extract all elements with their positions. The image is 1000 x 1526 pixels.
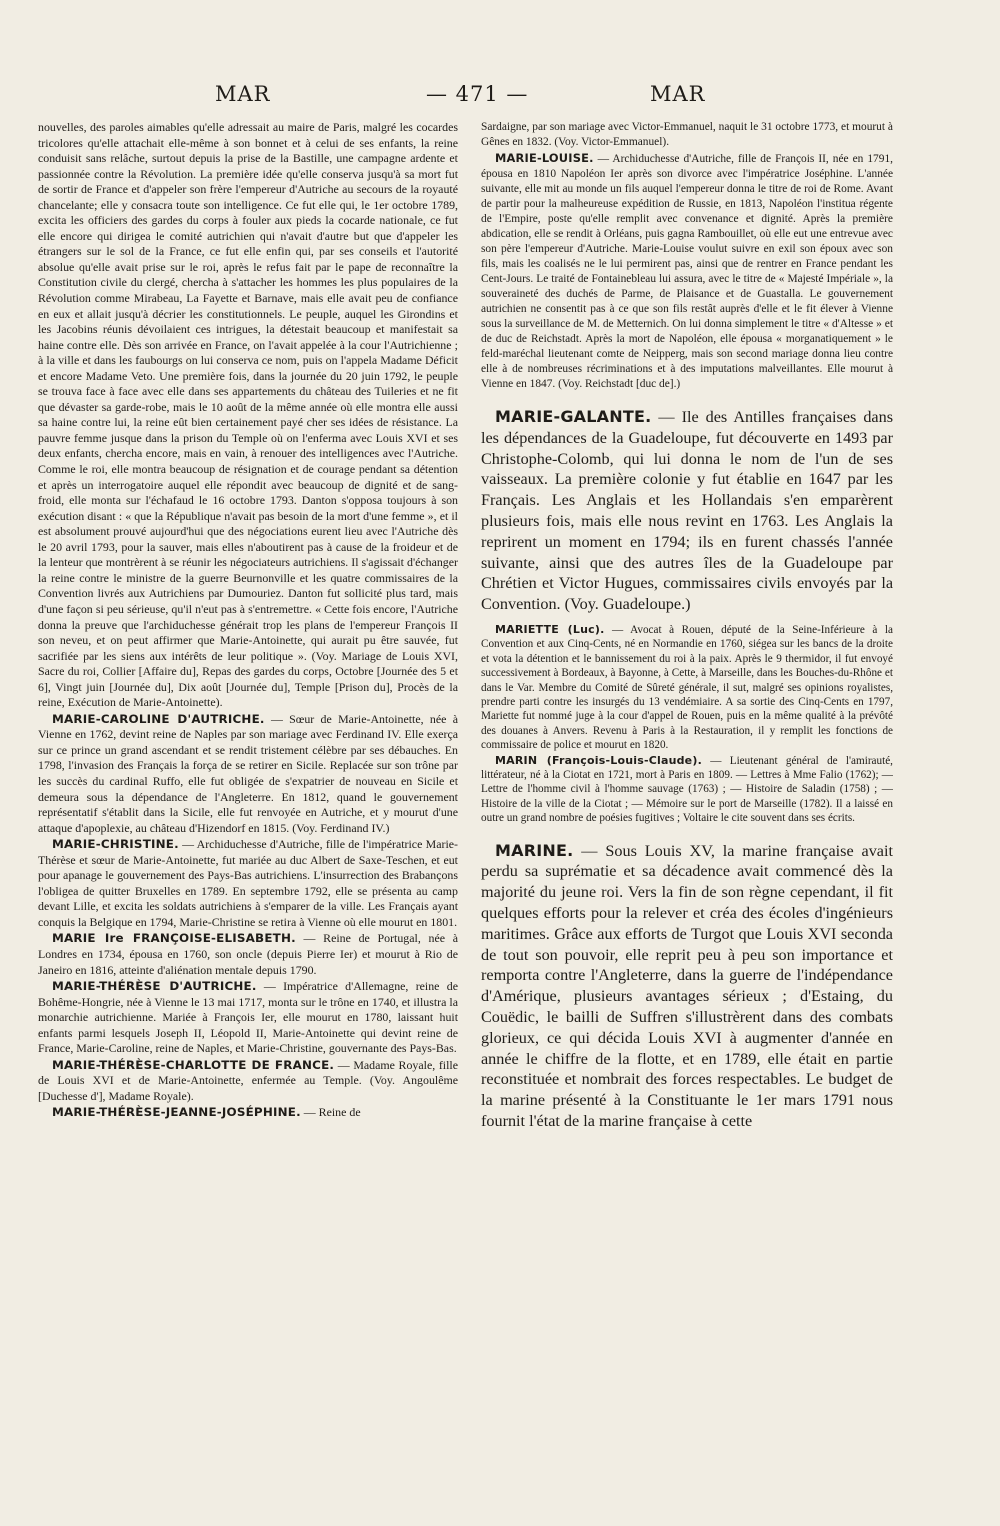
running-header [40, 82, 960, 114]
entry-headword: MARIE-GALANTE. [495, 407, 652, 426]
entry-marie-christine [38, 837, 458, 930]
entry-marine [481, 841, 893, 1132]
entry-headword: MARIETTE (Luc). [495, 622, 605, 636]
entry-marie-ire [38, 931, 458, 978]
entry-text: nouvelles, des paroles aimables qu'elle adressait au maire de Paris, malgré les cocardes tricolores qu'elle attachait elle-même à son bonnet et à celui de ses enfants, la reine conduisit sans relâche, surtout depuis la prise de la Bastille, une campagne ardente et passionnée contre la Révolution. La première idée qu'elle conserva jusqu'à sa mort fut de sortir de France et d'appeler son frère l'empereur d'Autriche au secours de la royauté chancelante; elle y consacra toute son intelligence. Ce fut elle qui, le 1er octobre 1789, excita les officiers des gardes du corps à fouler aux pieds la cocarde nationale, ce fut elle encore qui dirigea le comité autrichien qui n'avait d'autre but que d'appeler les étrangers sur le sol de la France, ce fut elle enfin qui, par ses conseils et l'autorité absolue qu'elle avait prise sur le roi, après le refus fait par le pape de reconnaître la Constitution civile du clergé, chercha à s'attacher les hommes les plus populaires de la Révolution comme Mirabeau, La Fayette et Barnave, mais elle avait peu de confiance en eux et allait jusqu'à décrier les constitutionnels. Le peuple, auquel les Girondins et les Jacobins réunis dévoilaient ces intrigues, la détestait beaucoup et manifestait sa haine contre elle. Dès son arrivée en France, on l'avait appelée à la cour l'Autrichienne ; à la ville et dans les faubourgs on lui conserva ce nom, puis on l'appela Madame Déficit et encore Madame Veto. Une première fois, dans la journée du 20 juin 1792, le peuple se trouva face à face avec elle dans ses appartements du château des Tuileries et ne fit que dévaster sa garde-robe, mais le 10 août de la même année où elle montra elle aussi sa haine contre lui, la reine eût bien certainement payé cher ses idées de résistance. La pauvre femme jusque dans la prison du Temple où on l'enferma avec Louis XVI et ses deux enfants, chercha encore, mais en vain, à renouer des intelligences avec l'Autriche. Comme le roi, elle montra beaucoup de résignation et de courage pendant sa détention et après un interrogatoire auquel elle répondit avec beaucoup de dignité et de sang-froid, elle monta sur l'échafaud le 16 octobre 1793. Danton s'opposa toujours à son exécution disant : « que la République n'avait pas besoin de la mort d'une femme », et il est absolument prouvé aujourd'hui que des négociations eurent lieu avec l'Autriche dès le 20 avril 1793, pour la sauver, mais elles n'aboutirent pas à cause de la froideur et de la lenteur que montrèrent à se réunir les négociateurs autrichiens. Il s'agissait d'échanger la reine contre le ministre de la guerre Beurnonville et les quatre commissaires de la Convention livrés aux Autrichiens par Dumouriez. Danton fut sollicité plus tard, mais d'une façon si peu sérieuse, qu'il n'eut pas à s'entremettre. « Cette fois encore, l'Autriche donna la preuve que l'archiduchesse générait trop les plans de l'empereur François II son neveu, et on peut affirmer que Marie-Antoinette, qui aurait pu être sauvée, fut sacrifiée par les siens aux intérêts de leur politique ». (Voy. Mariage de Louis XVI, Sacre du roi, Collier [Affaire du], Repas des gardes du corps, Octobre [Journée des 5 et 6], Vingt juin [Journée du], Dix août [Journée du], Temple [Prison du], Procès de la reine, Exécution de Marie-Antoinette). [38, 120, 458, 710]
entry-text: — Sous Louis XV, la marine française avait perdu sa suprématie et sa décadence avait commencé dès la majorité du jeune roi. Vers la fin de son règne cependant, il fit quelques efforts pour la relever et créa des écoles d'ingénieurs maritimes. Grâce aux efforts de Turgot que Louis XVI seconda de tout son pouvoir, elle reprit peu à peu son importance et remporta contre l'Angleterre, dans la guerre de l'indépendance d'Amérique, plusieurs avantages sérieux ; d'Estaing, du Couëdic, le bailli de Suffren s'illustrèrent dans des combats glorieux, ce qui décida Louis XVI à augmenter d'année en année le chiffre de la flotte, et en 1789, elle était en partie reconstituée et nombrait des forces respectables. Le budget de la marine présenté à la Constituante le 1er mars 1791 nous fournit l'état de la marine française à cette [481, 841, 893, 1131]
right-column [481, 120, 893, 1491]
header-left-word: MAR [215, 82, 271, 106]
entry-text: — Archiduchesse d'Autriche, fille de l'impératrice Marie-Thérèse et sœur de Marie-Antoinette, fut mariée au duc Albert de Saxe-Teschen, et eut pour apanage le gouvernement des Pays-Bas autrichiens. L'insurrection des Brabançons l'obligea de quitter Bruxelles en 1789. En septembre 1792, elle se présenta au camp devant Lille, et excita les soldats autrichiens à s'emparer de la ville. Les Français ayant conquis la Belgique en 1794, Marie-Christine se retira à Vienne où elle mourut en 1801. [38, 837, 458, 929]
entry-marie-galante [481, 407, 893, 615]
entry-marie-therese-charlotte [38, 1058, 458, 1105]
entry-headword: MARIE-LOUISE. [495, 151, 594, 165]
page-number: — 471 — [426, 82, 529, 106]
entry-headword: MARIN (François-Louis-Claude). [495, 753, 702, 767]
entry-text: — Madame Royale, fille de Louis XVI et de Marie-Antoinette, enfermée au Temple. (Voy. Angoulême [Duchesse d'], Madame Royale). [38, 1057, 458, 1103]
entry-marie-therese [38, 979, 458, 1057]
entry-marin [481, 754, 893, 826]
entry-marie-antoinette-continued [38, 120, 458, 711]
entry-text: Sardaigne, par son mariage avec Victor-Emmanuel, naquit le 31 octobre 1773, et mourut à Gênes en 1832. (Voy. Victor-Emmanuel). [481, 121, 893, 148]
entry-text: — Sœur de Marie-Antoinette, née à Vienne en 1762, devint reine de Naples par son mariage avec Ferdinand IV. Elle exerça sur ce prince un grand ascendant et se rendit tristement célèbre par ses débauches. En 1798, l'invasion des Français la força de se retirer en Sicile. Replacée sur son trône par les succès du cardinal Ruffo, elle fut obligée de s'expatrier de nouveau en Sicile et demeura sous la dépendance de l'Angleterre. En 1812, quand le gouvernement représentatif s'établit dans la Sicile, elle fut renvoyée en Autriche, et y mourut d'une attaque d'apoplexie, au château d'Hizendorf en 1815. (Voy. Ferdinand IV.) [38, 711, 458, 835]
entry-headword: MARIE-CHRISTINE. [52, 837, 179, 852]
entry-headword: MARIE Ire FRANÇOISE-ELISABETH. [52, 931, 296, 946]
entry-marie-caroline [38, 712, 458, 836]
entry-headword: MARINE. [495, 840, 574, 860]
entry-headword: MARIE-THÉRÈSE-JEANNE-JOSÉPHINE. [52, 1105, 301, 1120]
entry-text: — Ile des Antilles françaises dans les dépendances de la Guadeloupe, fut découverte en 1493 par Christophe-Colomb, qui lui donna le nom de l'un de ses vaisseaux. La première colonie y fut établie en 1647 par les Français. Les Anglais et les Hollandais s'en emparèrent plusieurs fois, mais elle nous revint en 1763. Les Anglais la reprirent un moment en 1794; ils en furent chassés l'année suivante, ainsi que des autres îles de la Guadeloupe par Chrétien et Victor Hugues, commissaires civils envoyés par la Convention. (Voy. Guadeloupe.) [481, 408, 893, 614]
entry-text: — Lieutenant général de l'amirauté, littérateur, né à la Ciotat en 1721, mort à Paris en 1809. — Lettres à Mme Falio (1762); — Lettre de l'homme civil à l'homme sauvage (1763) ; — Histoire de Saladin (1758) ; — Histoire de la ville de la Ciotat ; — Mémoire sur le port de Marseille (1782). Il a laissé en outre un grand nombre de poésies fugitives ; Voltaire le cite souvent dans ses écrits. [481, 754, 893, 825]
entry-text: — Archiduchesse d'Autriche, fille de François II, née en 1791, épousa en 1810 Napoléon Ier après son divorce avec l'impératrice Joséphine. L'année suivante, elle mit au monde un fils auquel l'empereur donna le titre de roi de Rome. Avant de partir pour la malheureuse expédition de Russie, en 1813, Napoléon l'institua régente de l'Empire, poste qu'elle remplit avec convenance et dignité. Après la première abdication, elle se rendit à Orléans, puis gagna Rambouillet, où elle eut une entrevue avec son père l'empereur d'Autriche. Marie-Louise voulut suivre en exil son époux avec son fils, mais les coalisés ne le lui permirent pas, ainsi que de rentrer en France pendant les Cent-Jours. Le traité de Fontainebleau lui assura, avec le titre de « Majesté Impériale », la souveraineté des duchés de Parme, de Plaisance et de Guastalla. Le gouvernement autrichien ne consentit pas à ce que son fils restât auprès d'elle et le fit élever à Vienne sous la surveillance de M. de Metternich. On lui donna simplement le titre « d'Altesse » et de duc de Reichstadt. Après la mort de Napoléon, elle épousa « morganatiquement » le feld-maréchal lieutenant comte de Neipperg, mais son second mariage donna lieu contre elle à de nombreuses récriminations et à des imputations malveillantes. Elle mourut à Vienne en 1847. (Voy. Reichstadt [duc de].) [481, 153, 893, 390]
entry-headword: MARIE-CAROLINE D'AUTRICHE. [52, 711, 265, 726]
left-column [38, 120, 458, 1491]
header-right-word: MAR [650, 82, 706, 106]
entry-marie-louise [481, 151, 893, 392]
entry-text: — Impératrice d'Allemagne, reine de Bohême-Hongrie, née à Vienne le 13 mai 1717, monta sur le trône en 1740, et illustra la monarchie autrichienne. Mariée à François Ier, elle mourut en 1780, laissant huit enfants parmi lesquels Joseph II, Léopold II, Marie-Antoinette qui devint reine de France, Marie-Caroline, reine de Naples, et Marie-Christine, gouvernante des Pays-Bas. [38, 979, 458, 1056]
entry-marie-therese-jeanne [38, 1105, 458, 1121]
entry-text: — Reine de Portugal, née à Londres en 1734, épousa en 1760, son oncle (depuis Pierre Ier) et mourut à Rio de Janeiro en 1816, atteinte d'aliénation mentale depuis 1790. [38, 931, 458, 977]
entry-text: — Avocat à Rouen, député de la Seine-Inférieure à la Convention et aux Cinq-Cents, né en Normandie en 1760, siégea sur les bancs de la droite et vota la détention et le bannissement du roi à la paix. Après le 9 thermidor, il fut envoyé successivement à Bordeaux, à Bayonne, à Cette, à Marseille, dans les Bouches-du-Rhône et dans le Var. Membre du Comité de Sûreté générale, il sut, malgré ses opinions royalistes, prendre parti contre les insurgés du 13 vendémiaire. A sa sortie des Cinq-Cents en 1797, Mariette fut nommé juge à la cour d'appel de Rouen, puis en la même qualité à la prévôté des douanes à Anvers. Revenu à Paris à la Restauration, il y remplit les fonctions de commissaire de police et mourut en 1820. [481, 623, 893, 752]
entry-headword: MARIE-THÉRÈSE-CHARLOTTE DE FRANCE. [52, 1057, 335, 1072]
entry-marie-therese-jeanne-continued [481, 120, 893, 150]
entry-headword: MARIE-THÉRÈSE D'AUTRICHE. [52, 979, 257, 994]
entry-mariette [481, 623, 893, 753]
entry-text: — Reine de [300, 1105, 361, 1120]
